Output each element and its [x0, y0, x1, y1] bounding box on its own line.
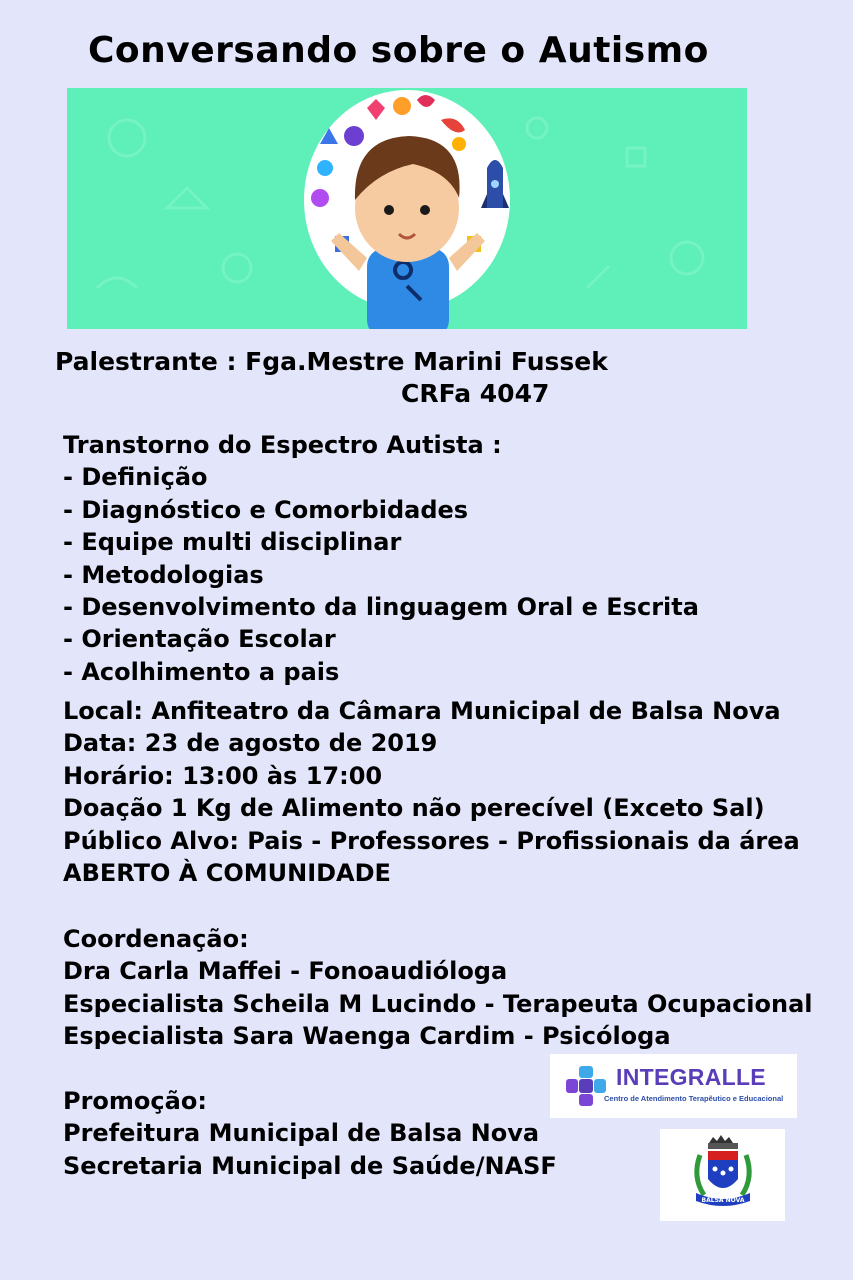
- topic-item: - Equipe multi disciplinar: [63, 528, 402, 557]
- event-audience: Público Alvo: Pais - Professores - Profissionais da área: [63, 826, 800, 855]
- integralle-logo: [550, 1054, 797, 1118]
- speaker-crfa: CRFa 4047: [401, 379, 550, 408]
- topic-item: - Metodologias: [63, 560, 264, 589]
- event-donation: Doação 1 Kg de Alimento não perecível (Exceto Sal): [63, 794, 765, 823]
- integralle-name: INTEGRALLE: [616, 1064, 766, 1090]
- speaker-info: [55, 346, 608, 410]
- promotion-org: Secretaria Municipal de Saúde/NASF: [63, 1151, 557, 1180]
- topic-item: - Acolhimento a pais: [63, 657, 340, 686]
- promotion-org: Prefeitura Municipal de Balsa Nova: [63, 1119, 540, 1148]
- topics-heading: Transtorno do Espectro Autista :: [63, 431, 502, 459]
- seal-text: BALSA NOVA: [701, 1197, 745, 1204]
- coordination-member: Especialista Scheila M Lucindo - Terapeuta Ocupacional: [63, 989, 813, 1018]
- promotion: [63, 1085, 557, 1182]
- banner-illustration: [67, 88, 747, 329]
- event-details: [63, 695, 800, 889]
- event-time: Horário: 13:00 às 17:00: [63, 761, 383, 790]
- balsa-nova-seal: [660, 1129, 785, 1221]
- event-local: Local: Anfiteatro da Câmara Municipal de Balsa Nova: [63, 697, 781, 725]
- topic-item: - Definição: [63, 463, 208, 492]
- event-open: ABERTO À COMUNIDADE: [63, 858, 391, 887]
- promotion-heading: Promoção:: [63, 1087, 207, 1115]
- event-date: Data: 23 de agosto de 2019: [63, 729, 438, 758]
- topics-list: [63, 429, 699, 688]
- topic-item: - Diagnóstico e Comorbidades: [63, 495, 469, 524]
- municipal-coat-of-arms-icon: [660, 1129, 785, 1221]
- child-illustration: [67, 88, 747, 329]
- coordination-heading: Coordenação:: [63, 925, 249, 953]
- topic-item: - Desenvolvimento da linguagem Oral e Escrita: [63, 592, 699, 621]
- topic-item: - Orientação Escolar: [63, 625, 336, 654]
- puzzle-cross-icon: [564, 1064, 608, 1108]
- poster-title: Conversando sobre o Autismo: [88, 30, 709, 71]
- integralle-subtitle: Centro de Atendimento Terapêutico e Educacional: [604, 1094, 784, 1103]
- coordination-member: Especialista Sara Waenga Cardim - Psicóloga: [63, 1022, 671, 1051]
- coordination: [63, 923, 813, 1053]
- coordination-member: Dra Carla Maffei - Fonoaudióloga: [63, 957, 508, 986]
- speaker-line: Palestrante : Fga.Mestre Marini Fussek: [55, 347, 608, 376]
